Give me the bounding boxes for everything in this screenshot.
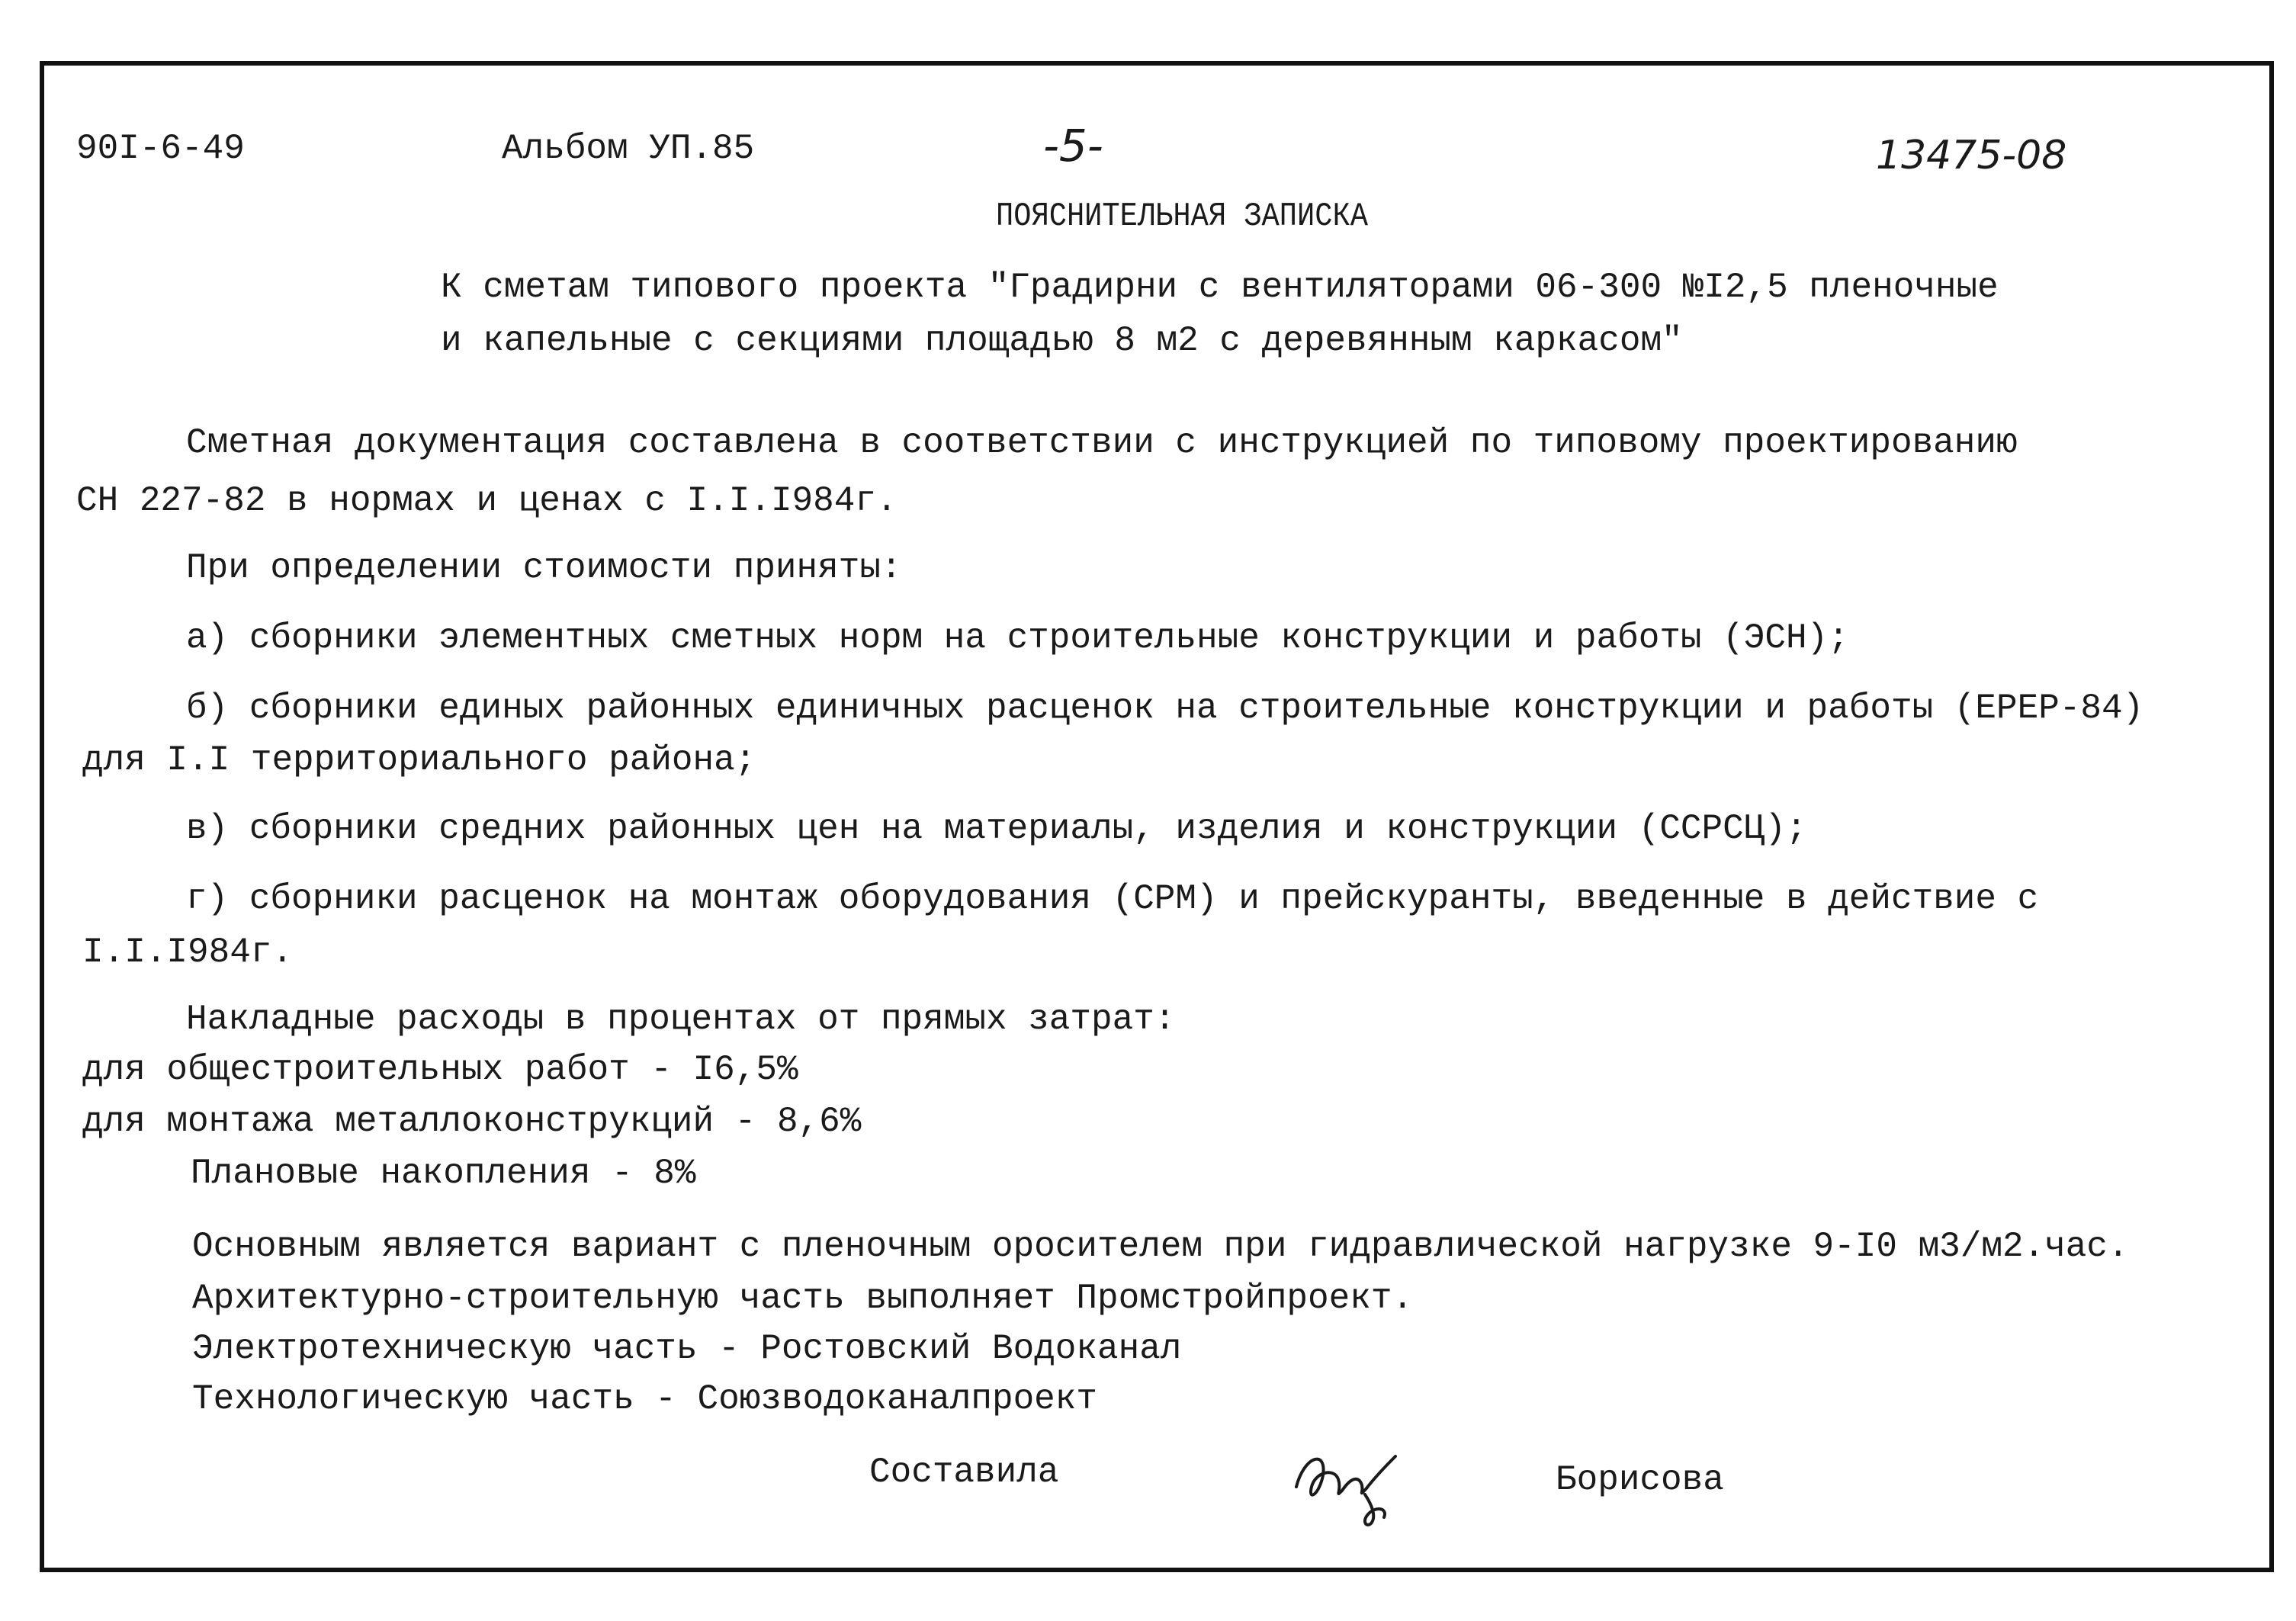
archive-number: 13475-08 — [1876, 133, 2067, 178]
architecture-part: Архитектурно-строительную часть выполняет Промстройпроект. — [192, 1279, 1414, 1318]
list-item-c: в) сборники средних районных цен на материалы, изделия и конструкции (ССРСЦ); — [186, 809, 1807, 849]
album-label: Альбом УП.85 — [502, 129, 755, 169]
subtitle-line-2: и капельные с секциями площадью 8 м2 с деревянным каркасом" — [441, 321, 1683, 361]
list-item-d-line-2: I.I.I984г. — [82, 932, 294, 972]
overhead-title: Накладные расходы в процентах от прямых затрат: — [186, 1000, 1176, 1039]
planned-savings: Плановые накопления - 8% — [191, 1154, 696, 1193]
subtitle-line-1: К сметам типового проекта "Градирни с вентиляторами 06-300 №I2,5 пленочные — [441, 268, 1999, 307]
overhead-general: для общестроительных работ - I6,5% — [82, 1050, 798, 1090]
list-item-a: а) сборники элементных сметных норм на строительные конструкции и работы (ЭСН); — [186, 618, 1849, 658]
paragraph-1-line-1: Сметная документация составлена в соответствии с инструкцией по типовому проектированию — [186, 423, 2018, 463]
page-number: -5- — [1043, 120, 1103, 172]
list-item-d-line-1: г) сборники расценок на монтаж оборудования (СРМ) и прейскуранты, введенные в действие с — [186, 879, 2039, 919]
handwritten-signature — [1281, 1433, 1418, 1533]
compiled-by-label: Составила — [869, 1452, 1059, 1492]
list-item-b-line-2: для I.I территориального района; — [82, 740, 756, 780]
page-title: ПОЯСНИТЕЛЬНАЯ ЗАПИСКА — [996, 197, 1368, 236]
list-item-b-line-1: б) сборники единых районных единичных расценок на строительные конструкции и работы (ЕРЕР-84) — [186, 689, 2144, 728]
electrical-part: Электротехническую часть - Ростовский Водоканал — [192, 1329, 1182, 1369]
project-code: 90I-6-49 — [76, 129, 245, 169]
paragraph-1-line-2: СН 227-82 в нормах и ценах с I.I.I984г. — [76, 481, 898, 521]
main-variant: Основным является вариант с пленочным оросителем при гидравлической нагрузке 9-I0 м3/м2.час. — [192, 1227, 2129, 1266]
technological-part: Технологическую часть - Союзводоканалпроект — [192, 1379, 1097, 1419]
paragraph-2: При определении стоимости приняты: — [186, 548, 902, 588]
compiler-name: Борисова — [1556, 1460, 1724, 1500]
overhead-metal: для монтажа металлоконструкций - 8,6% — [82, 1102, 862, 1141]
